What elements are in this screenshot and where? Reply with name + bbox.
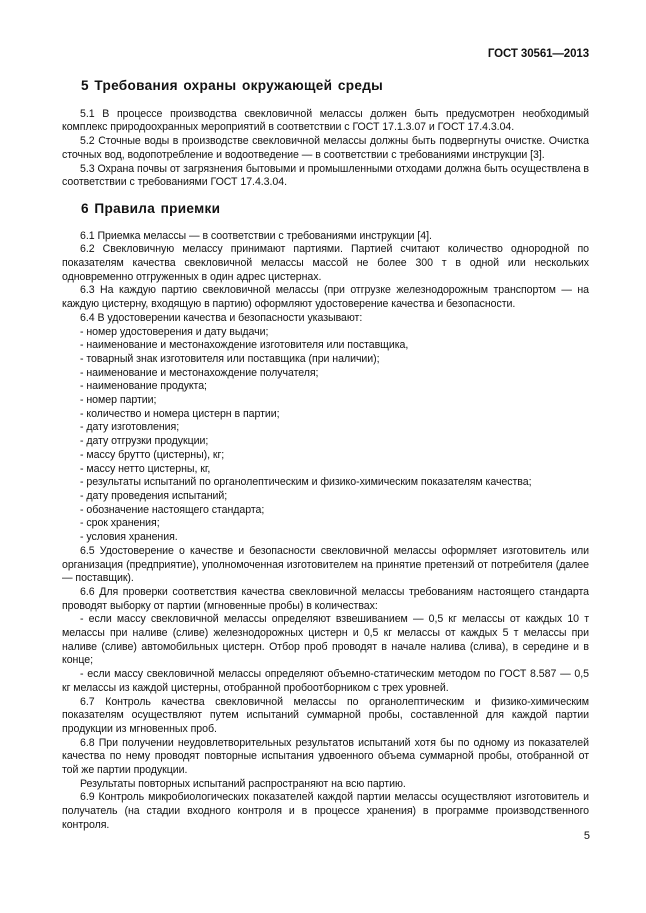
list-item: - количество и номера цистерн в партии;	[80, 407, 280, 420]
paragraph-6-6: 6.6 Для проверки соответствия качества свекловичной мелассы требованиям настоящего стандарта проводят выборку от партии (мгновенные пробы) в количествах:	[62, 585, 589, 612]
list-item: - массу нетто цистерны, кг,	[80, 462, 211, 475]
list-item: - товарный знак изготовителя или поставщика (при наличии);	[80, 352, 380, 365]
paragraph-6-8: 6.8 При получении неудовлетворительных результатов испытаний хотя бы по одному из показателей качества по нему проводят повторные испытания удвоенного объема суммарной пробы, отобранной от той же партии продукции.	[62, 736, 589, 777]
list-item: - условия хранения.	[80, 531, 178, 544]
document-code-header: ГОСТ 30561—2013	[487, 48, 589, 60]
list-item: - срок хранения;	[80, 517, 160, 530]
section-6-title: 6 Правила приемки	[81, 200, 221, 216]
paragraph-6-1: 6.1 Приемка мелассы — в соответствии с требованиями инструкции [4].	[80, 229, 432, 242]
paragraph-6-4: 6.4 В удостоверении качества и безопасности указывают:	[80, 311, 363, 324]
paragraph-5-1: 5.1 В процессе производства свекловичной мелассы должен быть предусмотрен необходимый комплекс природоохранных мероприятий в соответствии с ГОСТ 17.1.3.07 и ГОСТ 17.4.3.04.	[62, 107, 589, 134]
certificate-contents-list	[62, 326, 589, 545]
paragraph-6-2: 6.2 Свекловичную мелассу принимают партиями. Партией считают количество однородной по показателям качества свекловичной мелассы массой не более 300 т в одной или нескольких одновременно отгруженных в один адрес цистернах.	[62, 243, 589, 283]
document-body	[62, 79, 589, 833]
list-item: - номер удостоверения и дату выдачи;	[80, 325, 269, 338]
list-item: - массу брутто (цистерны), кг;	[80, 448, 225, 461]
list-item: - дату изготовления;	[80, 421, 180, 434]
paragraph-5-3: 5.3 Охрана почвы от загрязнения бытовыми и промышленными отходами должна быть осуществлена в соответствии с требованиями ГОСТ 17.4.3.04.	[62, 162, 589, 189]
paragraph-6-5: 6.5 Удостоверение о качестве и безопасности свекловичной мелассы оформляет изготовитель или организация (предприятие), уполномоченная изготовителем на принятие претензий от потребителя (далее — поставщик).	[62, 544, 589, 585]
paragraph-6-7: 6.7 Контроль качества свекловичной мелассы по органолептическим и физико-химическим показателям осуществляют путем испытаний суммарной пробы, составленной для каждой партии продукции из мгновенных проб.	[62, 695, 589, 735]
paragraph-6-3: 6.3 На каждую партию свекловичной мелассы (при отгрузке железнодорожным транспортом — на каждую цистерну, входящую в партию) оформляют удостоверение качества и безопасности.	[62, 284, 589, 311]
paragraph-5-2: 5.2 Сточные воды в производстве свекловичной мелассы должны быть подвергнуты очистке. Очистка сточных вод, водопотребление и водоотведение — в соответствии с требованиями инструкции [3].	[62, 135, 589, 161]
paragraph-6-6-volumetric: - если массу свекловичной мелассы определяют объемно-статическим методом по ГОСТ 8.587 — 0,5 кг мелассы из каждой цистерны, отобранной пробоотборником с трех уровней.	[62, 668, 589, 694]
paragraph-6-6-weighing: - если массу свекловичной мелассы определяют взвешиванием — 0,5 кг мелассы от каждых 10 т мелассы при наливе (сливе) железнодорожных цистерн и 0,5 кг мелассы от каждых 5 т мелассы при наливе (сливе) автомобильных цистерн. Отбор проб проводят в начале налива (слива), в середине и в конце;	[62, 613, 589, 667]
list-item: - обозначение настоящего стандарта;	[80, 503, 265, 516]
section-5-title: 5 Требования охраны окружающей среды	[81, 78, 384, 93]
page-number: 5	[583, 830, 590, 842]
paragraph-6-9: 6.9 Контроль микробиологических показателей каждой партии мелассы осуществляют изготовитель и получатель (на стадии входного контроля и в процессе хранения) в программе производственного контроля.	[62, 791, 589, 831]
list-item: - дату отгрузки продукции;	[80, 435, 209, 448]
paragraph-6-8-results: Результаты повторных испытаний распространяют на всю партию.	[80, 777, 406, 790]
list-item: - наименование продукта;	[80, 380, 207, 393]
list-item: - результаты испытаний по органолептическим и физико-химическим показателям качества;	[80, 476, 532, 489]
list-item: - номер партии;	[80, 394, 157, 407]
list-item: - наименование и местонахождение изготовителя или поставщика,	[80, 339, 409, 352]
list-item: - наименование и местонахождение получателя;	[80, 366, 319, 379]
list-item: - дату проведения испытаний;	[80, 489, 228, 502]
